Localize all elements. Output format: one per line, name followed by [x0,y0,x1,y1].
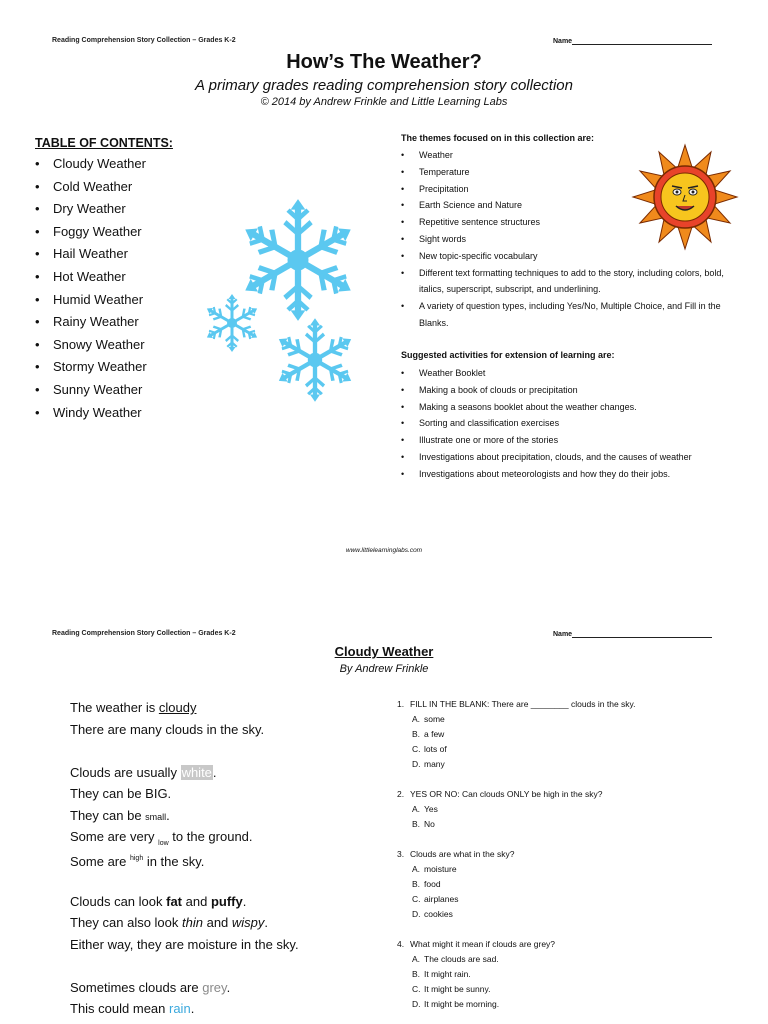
story-italic-word: thin [182,915,203,930]
question-4 [397,937,636,952]
answer-option[interactable] [397,952,636,967]
toc-item: • Foggy Weather [35,221,147,244]
toc-list [35,153,147,424]
toc-item: • Hail Weather [35,243,147,266]
story-text-run: Some are [70,853,130,869]
option-text: No [424,819,435,829]
answer-option[interactable] [397,982,636,997]
story-superscript-word: high [129,854,144,862]
story-text-run: . [166,807,170,823]
story-line [70,848,299,870]
toc-item: • Hot Weather [35,266,147,289]
option-letter: A. [412,714,421,724]
question-number: 1. [397,699,405,709]
story-text-run: in the sky. [143,853,205,869]
story-line: There are many clouds in the sky. [70,721,265,737]
story-line [70,998,299,1020]
activity-item: • Investigations about precipitation, clouds, and the causes of weather [401,449,739,466]
story-line [70,697,299,719]
option-text: a few [424,729,445,739]
answer-option[interactable] [397,967,636,982]
story-text-run: . [242,893,247,909]
answer-option[interactable] [397,817,636,832]
question-block [397,697,636,1012]
story-line: They can be BIG. [70,786,172,801]
toc-heading: TABLE OF CONTENTS: [35,136,173,150]
activities-heading: Suggested activities for extension of learning are: [401,350,615,360]
question-spacer [397,772,636,787]
answer-option[interactable] [397,877,636,892]
option-letter: B. [412,729,421,739]
story-subscript-word: low [158,840,169,847]
theme-item: • Weather [401,147,739,164]
option-text: It might be sunny. [424,984,491,994]
question-1 [397,697,636,712]
story-bold-word: fat [166,893,183,909]
activity-item: • Making a seasons booklet about the weather changes. [401,399,739,416]
page-title: How’s The Weather? [286,51,482,73]
name-field[interactable] [553,37,712,45]
option-text: The clouds are sad. [424,954,499,964]
option-text: food [424,879,441,889]
answer-option[interactable] [397,742,636,757]
option-letter: C. [412,984,421,994]
activity-item: • Making a book of clouds or precipitation [401,382,739,399]
header-collection: Reading Comprehension Story Collection – Grades K-2 [52,630,236,637]
option-letter: B. [412,879,421,889]
story-text-run: . [212,764,217,780]
theme-item: • Temperature [401,164,739,181]
sun-icon [633,145,737,249]
toc-item: • Cold Weather [35,176,147,199]
theme-item: • Earth Science and Nature [401,197,739,214]
snowflake-icon [238,199,358,321]
option-letter: A. [412,864,421,874]
theme-item: • A variety of question types, including Yes/No, Multiple Choice, and Fill in the Blanks. [401,298,739,332]
option-text: It might rain. [424,969,471,979]
answer-option[interactable] [397,907,636,922]
question-text: Clouds are what in the sky? [410,849,515,859]
question-text: What might it mean if clouds are grey? [410,939,556,949]
story-grey-word: grey [202,979,227,995]
name-blank-line[interactable] [572,630,712,638]
theme-item: • Sight words [401,231,739,248]
option-text: airplanes [424,894,459,904]
answer-option[interactable] [397,862,636,877]
story-title [0,644,768,659]
activity-item: • Investigations about meteorologists and how they do their jobs. [401,466,739,483]
name-blank-line[interactable] [572,37,712,45]
activity-item: • Illustrate one or more of the stories [401,432,739,449]
themes-heading: The themes focused on in this collection are: [401,133,595,143]
option-letter: A. [412,954,421,964]
story-title-text: Cloudy Weather [334,644,434,659]
story-blank-line [70,955,299,977]
question-2 [397,787,636,802]
toc-item: • Cloudy Weather [35,153,147,176]
name-field[interactable] [553,630,712,638]
toc-item: • Humid Weather [35,289,147,312]
story-text-run: . [264,915,269,930]
option-letter: B. [412,819,421,829]
story-text-run: Sometimes clouds are [70,979,203,995]
story-line [70,891,299,913]
story-text-run: Clouds are usually [70,764,181,780]
story-text-run: and [182,893,211,909]
story-line [70,826,299,848]
activity-item: • Weather Booklet [401,365,739,382]
theme-item: • New topic-specific vocabulary [401,248,739,265]
story-line [70,977,299,999]
option-letter: A. [412,804,421,814]
option-text: moisture [424,864,457,874]
answer-option[interactable] [397,712,636,727]
answer-option[interactable] [397,997,636,1012]
story-line [70,805,299,827]
option-letter: C. [412,744,421,754]
question-3 [397,847,636,862]
story-blank-line [70,869,299,891]
option-letter: D. [412,999,421,1009]
answer-option[interactable] [397,757,636,772]
toc-item: • Snowy Weather [35,334,147,357]
option-text: lots of [424,744,447,754]
story-line: Either way, they are moisture in the sky. [70,936,299,952]
story-blank-line [70,740,299,762]
story-text-run: Some are very [70,829,159,844]
story-text-run: to the ground. [168,829,253,844]
story-text-run: They can be [70,807,146,823]
activities-list [401,365,739,483]
option-text: It might be morning. [424,999,500,1009]
question-spacer [397,832,636,847]
toc-item: • Windy Weather [35,402,147,425]
page-subtitle: A primary grades reading comprehension story collection [195,77,573,94]
copyright: © 2014 by Andrew Frinkle and Little Learning Labs [260,96,508,108]
story-text [70,697,299,1020]
answer-option[interactable] [397,892,636,907]
theme-item: • Different text formatting techniques to add to the story, including colors, bold, italics, superscript, subscript, and underlining. [401,265,739,299]
name-label: Name [553,38,573,45]
story-text-run: and [202,915,232,930]
story-text-run: . [190,1001,195,1016]
option-letter: B. [412,969,421,979]
name-label: Name [553,631,573,638]
header-collection: Reading Comprehension Story Collection – Grades K-2 [52,37,236,44]
story-bold-word: puffy [210,893,243,909]
story-highlight-word: white [181,764,212,780]
sun-illustration [630,142,740,252]
theme-item: • Precipitation [401,181,739,198]
story-underlined-word: cloudy [158,700,197,715]
story-italic-word: wispy [231,915,265,930]
story-text-run: This could mean [70,1001,169,1016]
snowflake-icon [274,318,356,402]
snowflakes-illustration [200,195,380,415]
question-number: 2. [397,789,405,799]
story-text-run: The weather is [70,700,159,715]
story-small-word: small [145,811,167,822]
option-letter: D. [412,759,421,769]
option-text: cookies [424,909,453,919]
story-text-run: Clouds can look [70,893,167,909]
answer-option[interactable] [397,727,636,742]
story-text-run: . [226,979,231,995]
story-line [70,762,299,784]
toc-item: • Dry Weather [35,198,147,221]
option-text: Yes [424,804,438,814]
question-number: 4. [397,939,405,949]
answer-option[interactable] [397,802,636,817]
question-number: 3. [397,849,405,859]
question-text: YES OR NO: Can clouds ONLY be high in the sky? [410,789,603,799]
question-spacer [397,922,636,937]
story-text-run: They can also look [70,915,183,930]
toc-item: • Sunny Weather [35,379,147,402]
option-text: some [424,714,445,724]
option-letter: D. [412,909,421,919]
question-text: FILL IN THE BLANK: There are ________ clouds in the sky. [410,699,636,709]
option-letter: C. [412,894,421,904]
snowflake-icon [203,294,260,352]
theme-item: • Repetitive sentence structures [401,214,739,231]
activity-item: • Sorting and classification exercises [401,415,739,432]
story-blue-word: rain [169,1001,191,1016]
option-text: many [424,759,445,769]
toc-item: • Rainy Weather [35,311,147,334]
toc-item: • Stormy Weather [35,356,147,379]
footer-url[interactable]: www.littlelearninglabs.com [345,547,423,554]
story-byline: By Andrew Frinkle [339,663,429,675]
story-line [70,912,299,934]
